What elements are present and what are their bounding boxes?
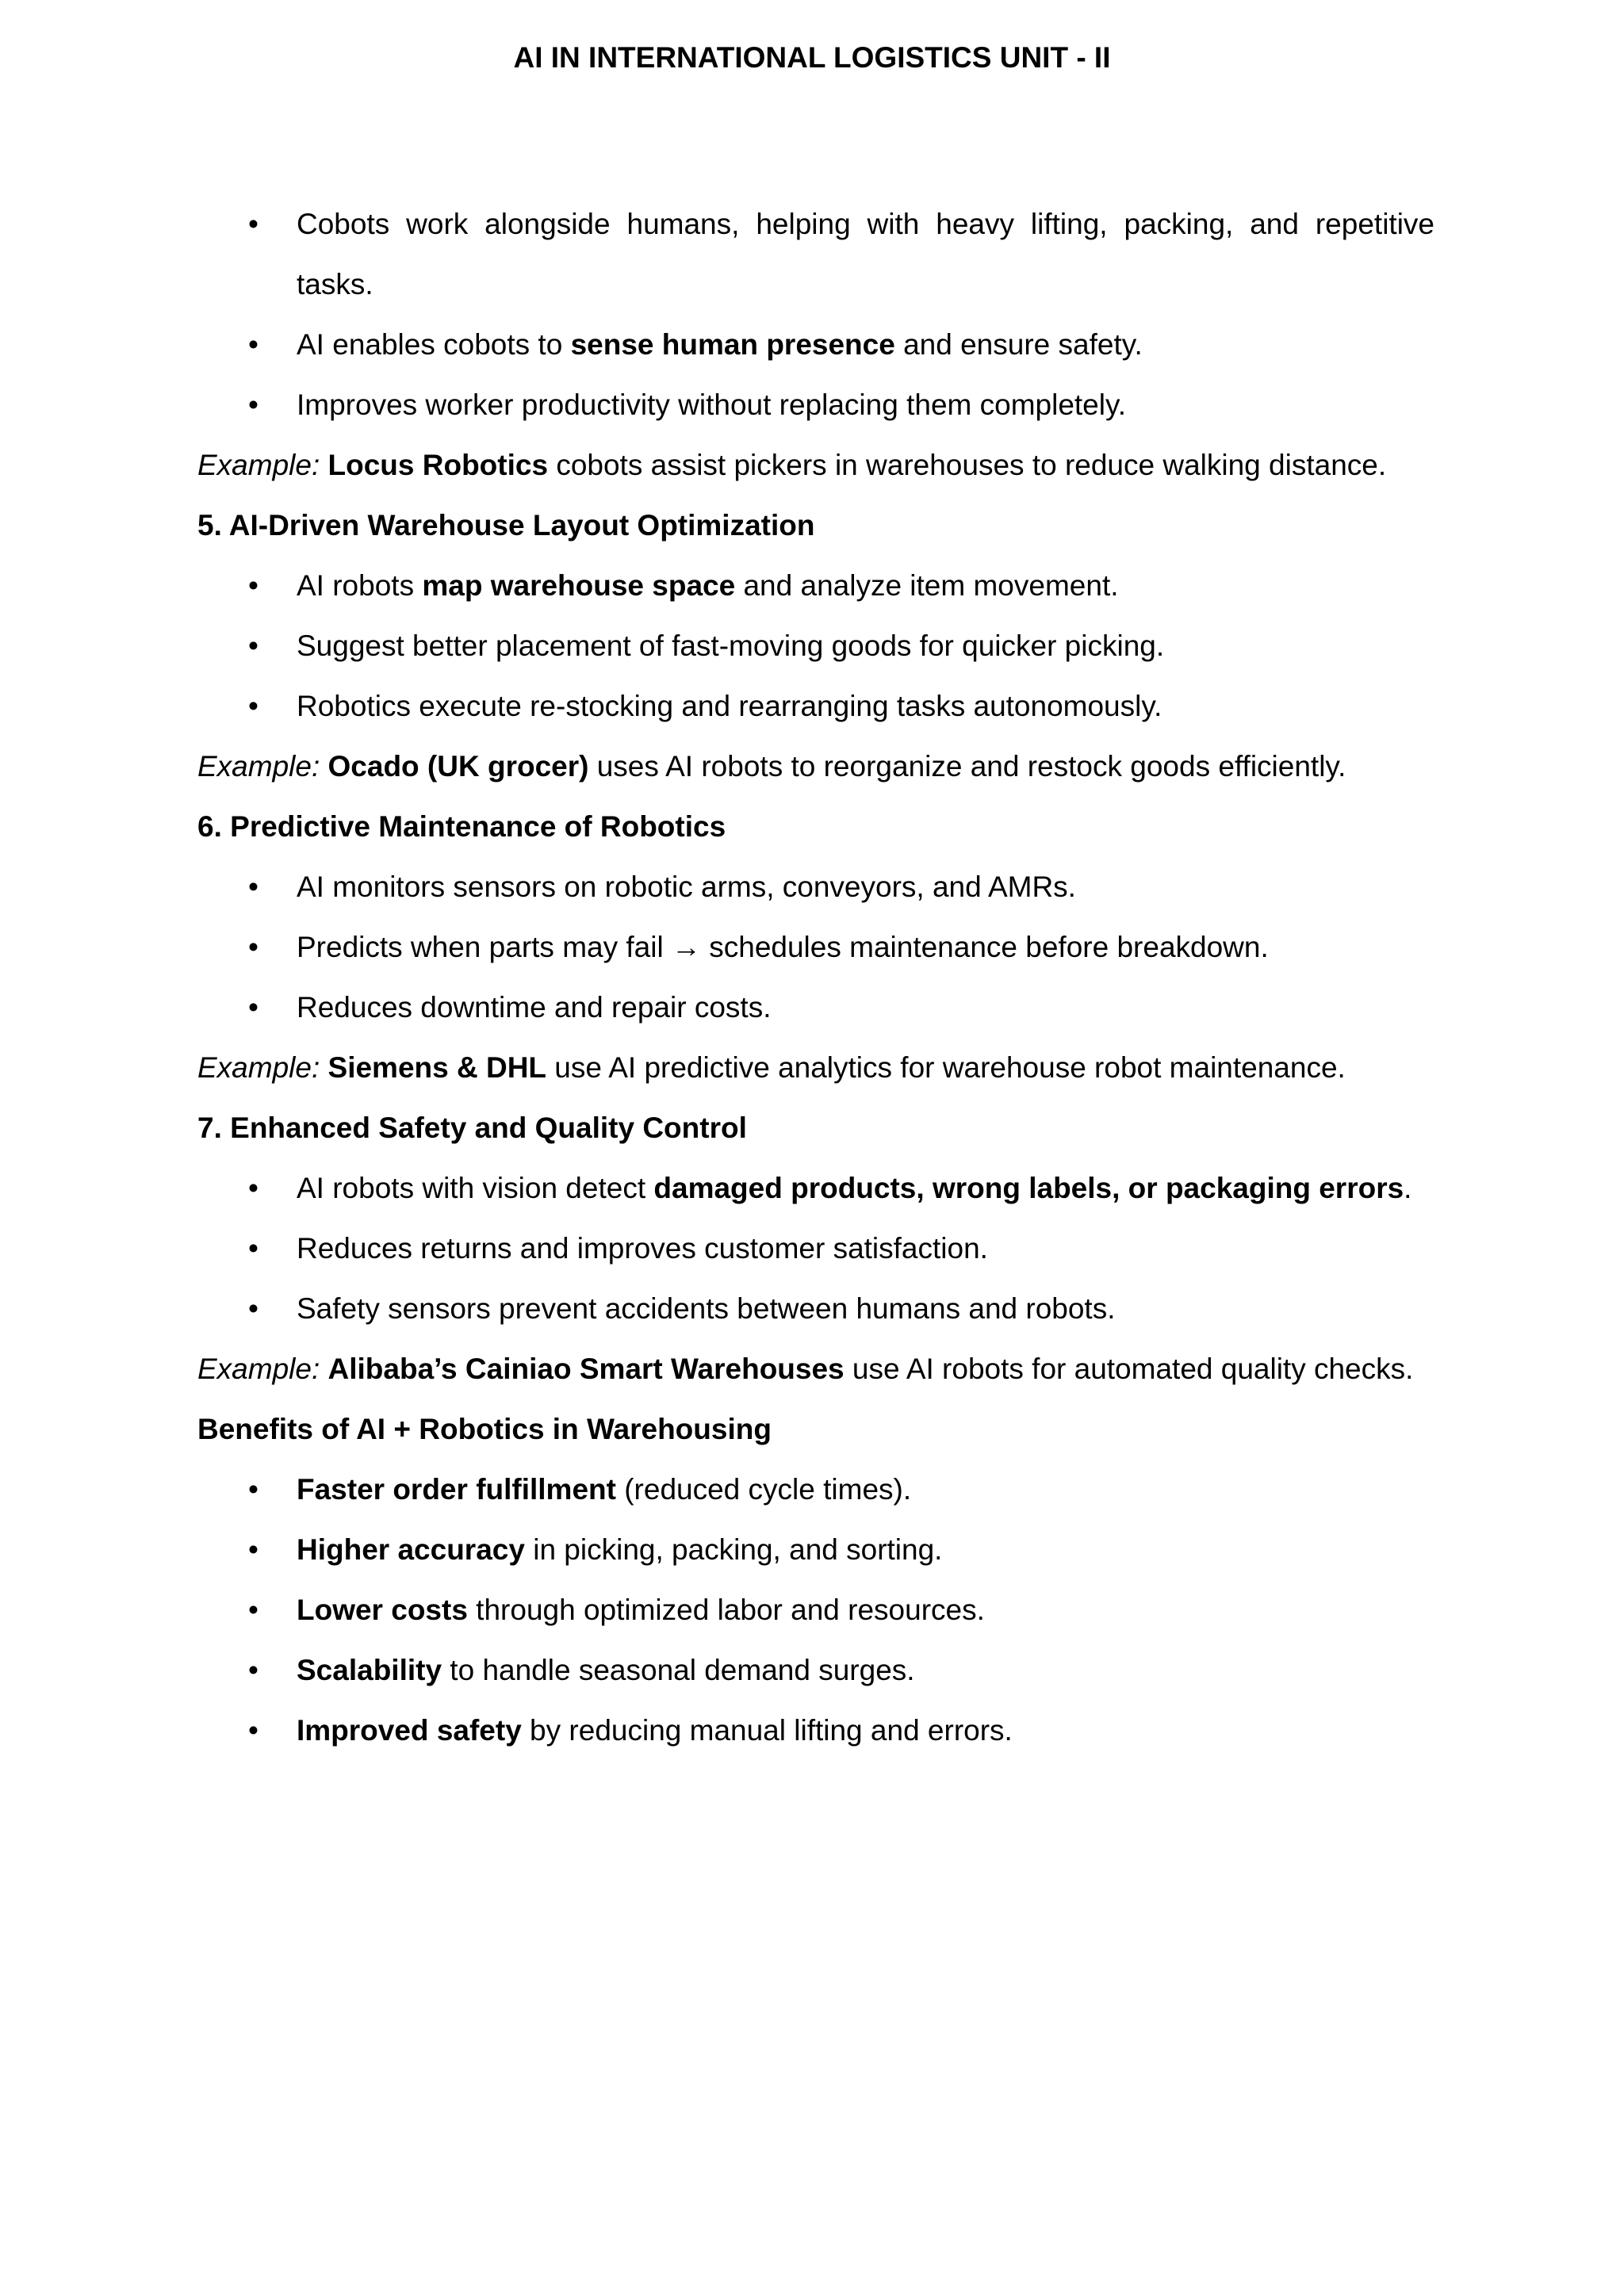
item-text: in picking, packing, and sorting. bbox=[524, 1533, 943, 1566]
document-body bbox=[197, 194, 1434, 1761]
item-emphasis: sense human presence bbox=[570, 328, 895, 361]
list-item: • Reduces returns and improves customer satisfaction. bbox=[197, 1219, 1434, 1279]
list-item: • AI monitors sensors on robotic arms, conveyors, and AMRs. bbox=[197, 857, 1434, 917]
example-label: Example: bbox=[197, 449, 320, 481]
example-paragraph bbox=[197, 1339, 1434, 1399]
example-label: Example: bbox=[197, 1353, 320, 1385]
section-7-heading: 7. Enhanced Safety and Quality Control bbox=[197, 1112, 747, 1144]
example-company: Ocado (UK grocer) bbox=[327, 750, 589, 783]
example-paragraph bbox=[197, 1038, 1434, 1098]
intro-bullet-list bbox=[197, 194, 1434, 435]
item-emphasis: Faster order fulfillment bbox=[297, 1473, 616, 1506]
example-paragraph bbox=[197, 435, 1434, 496]
item-text: and analyze item movement. bbox=[735, 569, 1119, 602]
item-emphasis: damaged products, wrong labels, or packaging errors bbox=[653, 1172, 1404, 1204]
item-text: AI enables cobots to bbox=[297, 328, 571, 361]
list-item bbox=[197, 315, 1434, 375]
list-item bbox=[197, 1640, 1434, 1701]
list-item bbox=[197, 1460, 1434, 1520]
example-label: Example: bbox=[197, 1051, 320, 1084]
example-company: Alibaba’s Cainiao Smart Warehouses bbox=[327, 1353, 845, 1385]
item-text: (reduced cycle times). bbox=[615, 1473, 912, 1506]
list-item bbox=[197, 1580, 1434, 1640]
list-item: • Predicts when parts may fail → schedules maintenance before breakdown. bbox=[197, 917, 1434, 978]
list-item: • Improves worker productivity without replacing them completely. bbox=[197, 375, 1434, 435]
example-text: cobots assist pickers in warehouses to reduce walking distance. bbox=[548, 449, 1387, 481]
item-text: AI robots with vision detect bbox=[297, 1172, 654, 1204]
example-text: use AI predictive analytics for warehouse robot maintenance. bbox=[546, 1051, 1346, 1084]
benefits-bullet-list bbox=[197, 1460, 1434, 1761]
item-text: to handle seasonal demand surges. bbox=[442, 1654, 915, 1686]
list-item: • Reduces downtime and repair costs. bbox=[197, 978, 1434, 1038]
list-item bbox=[197, 1158, 1434, 1219]
example-company: Siemens & DHL bbox=[327, 1051, 547, 1084]
section-7-bullet-list bbox=[197, 1158, 1434, 1339]
list-item bbox=[197, 1701, 1434, 1761]
benefits-heading: Benefits of AI + Robotics in Warehousing bbox=[197, 1413, 772, 1445]
item-text: and ensure safety. bbox=[894, 328, 1143, 361]
item-text: through optimized labor and resources. bbox=[467, 1594, 985, 1626]
example-text: uses AI robots to reorganize and restock goods efficiently. bbox=[588, 750, 1346, 783]
item-emphasis: Improved safety bbox=[297, 1714, 522, 1747]
list-item bbox=[197, 1520, 1434, 1580]
item-text: . bbox=[1404, 1172, 1412, 1204]
example-text: use AI robots for automated quality checks. bbox=[844, 1353, 1414, 1385]
section-5-bullet-list bbox=[197, 556, 1434, 737]
example-label: Example: bbox=[197, 750, 320, 783]
list-item bbox=[197, 556, 1434, 616]
section-5-heading: 5. AI-Driven Warehouse Layout Optimization bbox=[197, 509, 815, 541]
item-emphasis: map warehouse space bbox=[422, 569, 736, 602]
item-text: by reducing manual lifting and errors. bbox=[521, 1714, 1013, 1747]
list-item: • Safety sensors prevent accidents between humans and robots. bbox=[197, 1279, 1434, 1339]
list-item: • Cobots work alongside humans, helping with heavy lifting, packing, and repetitive tasks. bbox=[197, 194, 1434, 315]
section-6-bullet-list bbox=[197, 857, 1434, 1038]
list-item: • Robotics execute re-stocking and rearranging tasks autonomously. bbox=[197, 676, 1434, 737]
section-6-heading: 6. Predictive Maintenance of Robotics bbox=[197, 810, 726, 843]
page-header: AI IN INTERNATIONAL LOGISTICS UNIT - II bbox=[513, 41, 1111, 74]
example-company: Locus Robotics bbox=[327, 449, 549, 481]
item-emphasis: Higher accuracy bbox=[297, 1533, 525, 1566]
example-paragraph bbox=[197, 737, 1434, 797]
item-emphasis: Scalability bbox=[297, 1654, 442, 1686]
item-emphasis: Lower costs bbox=[297, 1594, 468, 1626]
item-text: AI robots bbox=[297, 569, 423, 602]
list-item: • Suggest better placement of fast-moving goods for quicker picking. bbox=[197, 616, 1434, 676]
